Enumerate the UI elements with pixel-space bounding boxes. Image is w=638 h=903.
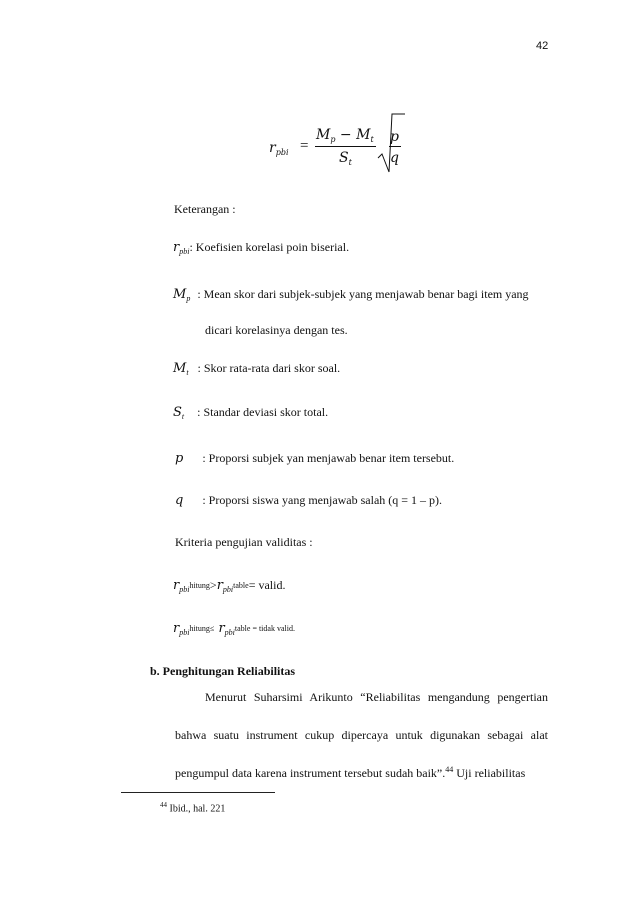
- definition-s-t: $S_t$ : Standar deviasi skor total.: [173, 405, 329, 421]
- definition-m-t: $M_t$ : Skor rata-rata dari skor soal.: [173, 361, 341, 377]
- paragraph-line-2: bahwa suatu instrument cukup dipercaya untuk digunakan sebagai alat: [175, 728, 548, 742]
- definition-m-p: $M_p$ : Mean skor dari subjek-subjek yang menjawab benar bagi item yang: [173, 287, 529, 303]
- root-numerator: p: [390, 129, 399, 145]
- keterangan-label: Keterangan :: [174, 202, 236, 216]
- formula-numerator: $M_p - M_t$: [316, 127, 374, 144]
- definition-q: q : Proporsi siswa yang menjawab salah (q = 1 – p).: [175, 493, 443, 508]
- footnote-divider: [121, 792, 275, 793]
- definition-m-p-continuation: dicari korelasinya dengan tes.: [205, 323, 348, 337]
- page-number: 42: [536, 40, 549, 52]
- criteria-valid: $r_{pbi}hitung>r_{pbi}table=$ valid.: [173, 578, 286, 594]
- formula-lhs: $r_{pbi}$: [269, 140, 289, 157]
- fraction-bar: [315, 146, 376, 147]
- footnote-ref[interactable]: 44: [445, 765, 454, 774]
- definition-p: p : Proporsi subjek yan menjawab benar item tersebut.: [175, 451, 455, 466]
- root-fraction-bar: [389, 146, 401, 147]
- paragraph-line-1: Menurut Suharsimi Arikunto “Reliabilitas mengandung pengertian: [205, 690, 548, 704]
- footnote: $^{44}$ Ibid., hal. 221: [160, 801, 226, 815]
- criteria-label: Kriteria pengujian validitas :: [175, 535, 313, 549]
- definition-r-pbi: $r_{pbi}$: Koefisien korelasi poin biserial.: [173, 240, 350, 256]
- formula-denominator: $S_t$: [339, 150, 352, 167]
- section-heading: b. Penghitungan Reliabilitas: [150, 664, 296, 678]
- criteria-invalid: $r_{pbi}hitung\le$ $r_{pbi}table$ = tidak valid.: [173, 621, 295, 637]
- root-denominator: q: [390, 150, 399, 166]
- formula-equals: =: [300, 138, 309, 154]
- paragraph-line-3: pengumpul data karena instrument tersebut sudah baik”.$^{44}$ Uji reliabilitas: [175, 765, 526, 780]
